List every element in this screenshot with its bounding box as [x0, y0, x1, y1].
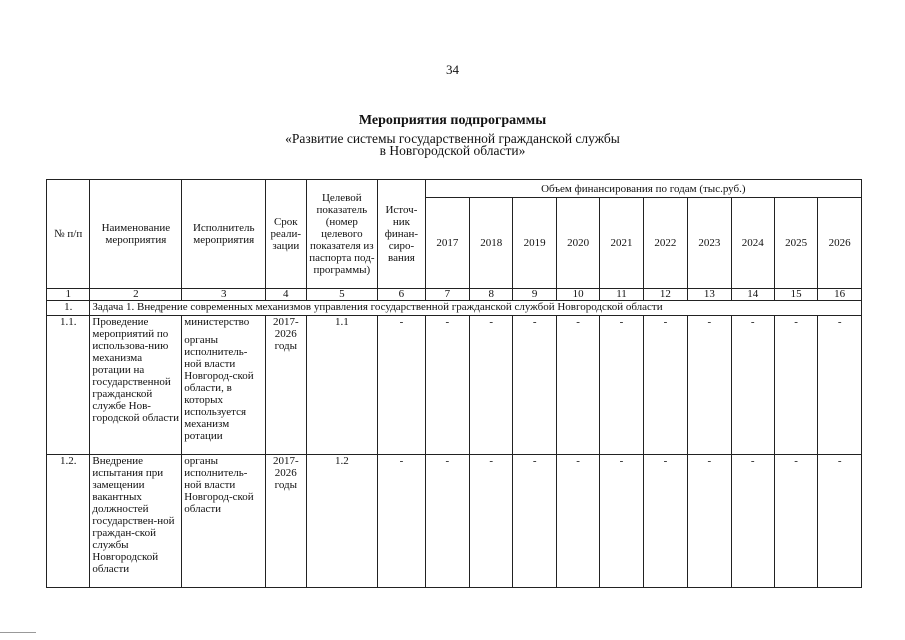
header-indicator: Целевой показатель (номер целевого показателя из паспорта под-программы) [306, 180, 378, 289]
row-value: - [688, 316, 731, 455]
header-year: 2023 [688, 198, 731, 289]
table-row [47, 316, 862, 455]
scan-artifact-mark [0, 632, 36, 633]
column-number-row [47, 289, 862, 301]
column-number: 3 [182, 289, 266, 301]
subtitle-line-1: «Развитие системы государственной гражданской службы [285, 131, 620, 146]
column-number: 6 [378, 289, 425, 301]
row-value: - [600, 316, 643, 455]
header-year: 2017 [425, 198, 469, 289]
row-name: Внедрение испытания при замещении вакантных должностей государствен-ной граждан-ской службы Новгородской области [90, 455, 182, 588]
column-number: 1 [47, 289, 90, 301]
row-source: - [378, 455, 425, 588]
task-num: 1. [47, 301, 90, 316]
task-row [47, 301, 862, 316]
row-value: - [425, 316, 469, 455]
header-year: 2019 [513, 198, 556, 289]
header-year: 2026 [818, 198, 862, 289]
row-indicator: 1.1 [306, 316, 378, 455]
row-value: - [643, 455, 687, 588]
row-value: - [818, 455, 862, 588]
header-executor: Исполнитель мероприятия [182, 180, 266, 289]
row-value: - [513, 455, 556, 588]
row-value: - [513, 316, 556, 455]
column-number: 2 [90, 289, 182, 301]
row-value: - [643, 316, 687, 455]
header-term: Срок реали-зации [266, 180, 306, 289]
row-term: 2017-2026 годы [266, 455, 306, 588]
column-number: 13 [688, 289, 731, 301]
row-indicator: 1.2 [306, 455, 378, 588]
column-number: 10 [556, 289, 599, 301]
header-year: 2025 [774, 198, 817, 289]
column-number: 12 [643, 289, 687, 301]
row-executor [182, 316, 266, 455]
column-number: 8 [470, 289, 513, 301]
row-value: - [470, 455, 513, 588]
row-executor-primary: органы исполнитель-ной власти Новгород-ской области [184, 455, 254, 515]
row-num: 1.1. [47, 316, 90, 455]
column-number: 14 [731, 289, 774, 301]
title-block [0, 114, 905, 157]
column-number: 15 [774, 289, 817, 301]
task-text: Задача 1. Внедрение современных механизмов управления государственной гражданской службой Новгородской области [90, 301, 862, 316]
header-year: 2022 [643, 198, 687, 289]
header-name: Наименование мероприятия [90, 180, 182, 289]
page-subtitle [0, 133, 905, 157]
row-executor-primary: министерство [184, 316, 250, 328]
table-row [47, 455, 862, 588]
row-source: - [378, 316, 425, 455]
column-number: 16 [818, 289, 862, 301]
header-funding: Объем финансирования по годам (тыс.руб.) [425, 180, 861, 198]
row-value: - [556, 316, 599, 455]
header-year: 2020 [556, 198, 599, 289]
column-number: 5 [306, 289, 378, 301]
row-value: - [731, 455, 774, 588]
page-number: 34 [446, 62, 459, 77]
header-year: 2024 [731, 198, 774, 289]
column-number: 9 [513, 289, 556, 301]
column-number: 4 [266, 289, 306, 301]
row-value: - [731, 316, 774, 455]
header-year: 2018 [470, 198, 513, 289]
row-value: - [470, 316, 513, 455]
row-num: 1.2. [47, 455, 90, 588]
header-year: 2021 [600, 198, 643, 289]
row-value: - [425, 455, 469, 588]
row-value: - [688, 455, 731, 588]
row-value: - [556, 455, 599, 588]
header-source: Источ-ник финан-сиро-вания [378, 180, 425, 289]
header-num: № п/п [47, 180, 90, 289]
row-value: - [774, 316, 817, 455]
page-title: Мероприятия подпрограммы [358, 113, 547, 128]
activities-table [46, 179, 862, 588]
row-term: 2017-2026 годы [266, 316, 306, 455]
row-value: - [818, 316, 862, 455]
column-number: 7 [425, 289, 469, 301]
row-value: - [774, 455, 817, 588]
column-number: 11 [600, 289, 643, 301]
row-executor [182, 455, 266, 588]
row-executor-secondary: органы исполнитель-ной власти Новгород-ской области, в которых используется механизм ротации [184, 334, 254, 442]
row-value: - [600, 455, 643, 588]
header-row-1 [47, 180, 862, 198]
subtitle-line-2: в Новгородской области» [379, 143, 526, 158]
row-name: Проведение мероприятий по использова-нию механизма ротации на государственной гражданской службе Нов-городской области [90, 316, 182, 455]
